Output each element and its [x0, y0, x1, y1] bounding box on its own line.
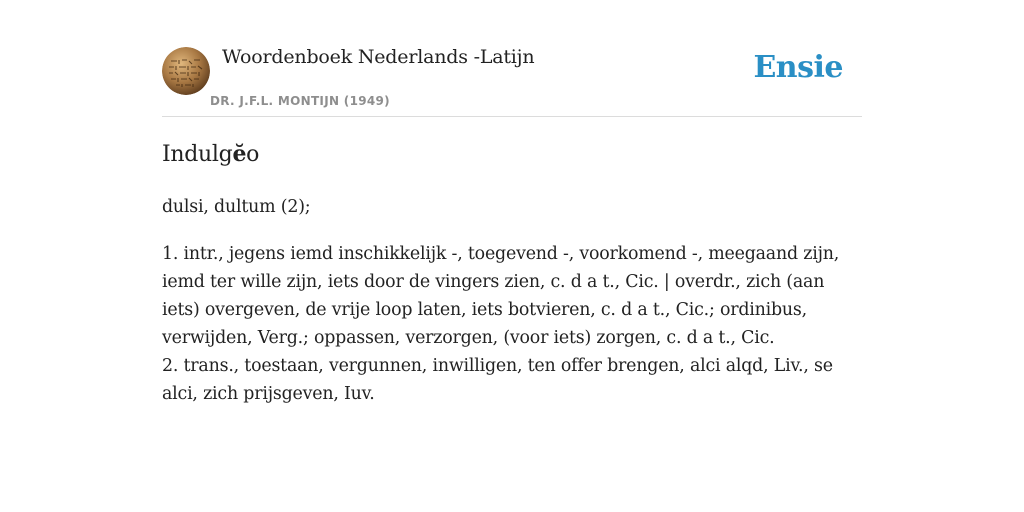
book-title[interactable]: Woordenboek Nederlands -Latijn — [222, 46, 535, 68]
header — [162, 40, 862, 117]
bronze-seal-icon[interactable] — [162, 47, 210, 95]
sense-2: 2. trans., toestaan, vergunnen, inwilligen, ten offer brengen, alci alqd, Liv., se alci, zich prijsgeven, Iuv. — [162, 356, 833, 404]
headword-accent: ĕ — [232, 141, 247, 167]
seal-graphic — [162, 47, 210, 95]
brand-logo-link[interactable]: Ensie — [753, 50, 843, 85]
author-line: DR. J.F.L. MONTIJN (1949) — [210, 94, 390, 108]
grammar-forms: dulsi, dultum (2); — [162, 197, 311, 217]
headword-end: o — [246, 142, 260, 167]
definitions — [162, 240, 862, 408]
headword — [162, 138, 862, 171]
entry-content — [162, 138, 862, 408]
headword-start: Indulg — [162, 142, 233, 167]
sense-1: 1. intr., jegens iemd inschikkelijk -, toegevend -, voorkomend -, meegaand zijn, iemd ter wille zijn, iets door de vingers zien, c. d a t., Cic. | overdr., zich (aan iets) overgeven, de vrije loop laten, iets botvieren, c. d a t., Cic.; ordinibus, verwijden, Verg.; oppassen, verzorgen, (voor iets) zorgen, c. d a t., Cic. — [162, 244, 840, 348]
